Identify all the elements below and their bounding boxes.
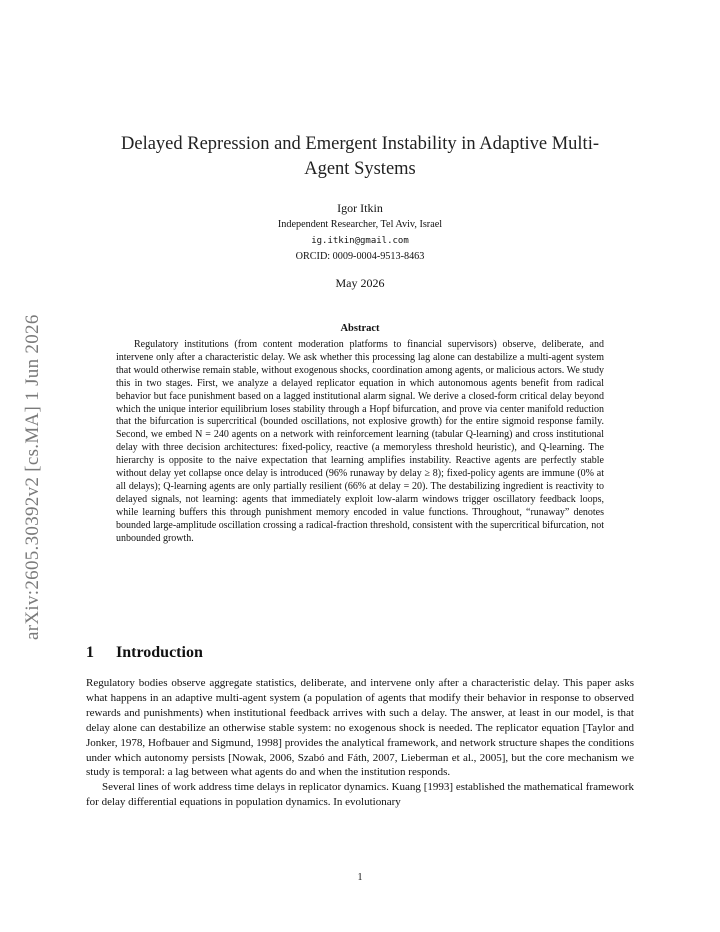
arxiv-identifier-stamp: arXiv:2605.30392v2 [cs.MA] 1 Jun 2026 — [22, 314, 43, 640]
section-number: 1 — [86, 644, 94, 661]
body-paragraph: Several lines of work address time delays in replicator dynamics. Kuang [1993] established the mathematical framework for delay differential equations in population dynamics. In evolutionary — [86, 781, 634, 809]
abstract-text: Regulatory institutions (from content moderation platforms to financial supervisors) observe, deliberate, and intervene only after a characteristic delay. We ask whether this processing lag alone can destabilize a multi-agent system that would otherwise remain stable, without exogenous shocks, coordination among agents, or malicious actors. We study this in two stages. First, we analyze a delayed replicator equation in which autonomous agents benefit from radical behavior but face punishment based on a lagged institutional alarm signal. We derive a closed-form critical delay beyond which the unique interior equilibrium loses stability through a Hopf bifurcation, and prove via center manifold reduction that the bifurcation is supercritical (bounded oscillations, not explosive growth) for the entire sigmoid response family. Second, we embed N = 240 agents on a network with reinforcement learning (tabular Q-learning) and cross institutional delay with three decision architectures: fixed-policy, reactive (a memoryless threshold heuristic), and Q-learning. The hierarchy is opposite to the naive expectation that learning amplifies instability. Reactive agents are perfectly stable without delay yet collapse once delay is introduced (96% runaway by delay ≥ 8); fixed-policy agents are immune (0% at all delays); Q-learning agents are only partially resilient (66% at delay = 20). The destabilizing ingredient is reactivity to delayed signals, not learning: agents that immediately exploit low-alarm windows trigger oscillatory feedback loops, while learning buffers this through punishment memory encoded in value functions. Throughout, “runaway” denotes bounded large-amplitude oscillation crossing a radical-fraction threshold, consistent with the supercritical bifurcation, not unbounded growth. — [116, 339, 604, 544]
section-heading — [86, 644, 646, 662]
paper-date: May 2026 — [335, 276, 385, 290]
author-name: Igor Itkin — [337, 201, 383, 215]
paper-title: Delayed Repression and Emergent Instability in Adaptive Multi-Agent Systems — [121, 134, 599, 179]
section-body — [86, 676, 634, 810]
author-email[interactable]: ig.itkin@gmail.com — [311, 236, 409, 246]
abstract-heading: Abstract — [340, 323, 380, 334]
page-number: 1 — [357, 872, 363, 883]
body-paragraph: Regulatory bodies observe aggregate statistics, deliberate, and intervene only after a characteristic delay. This paper asks what happens in an adaptive multi-agent system (a population of agents that modify their behavior in response to observed rewards and punishments) when institutional feedback arrives with such a delay. The answer, at least in our model, is that delay alone can destabilize an otherwise stable system: no exogenous shock is needed. The replicator equation [Taylor and Jonker, 1978, Hofbauer and Sigmund, 1998] provides the analytical framework, and network structure shapes the conditions under which autonomy persists [Nowak, 2006, Szabó and Fáth, 2007, Lieberman et al., 2005], but the core mechanism we study is temporal: a lag between what agents do and when the institution responds. — [86, 677, 634, 779]
author-affiliation: Independent Researcher, Tel Aviv, Israel — [277, 219, 443, 230]
author-block — [160, 199, 560, 265]
section-title: Introduction — [116, 644, 203, 661]
author-orcid: ORCID: 0009-0004-9513-8463 — [295, 251, 425, 262]
